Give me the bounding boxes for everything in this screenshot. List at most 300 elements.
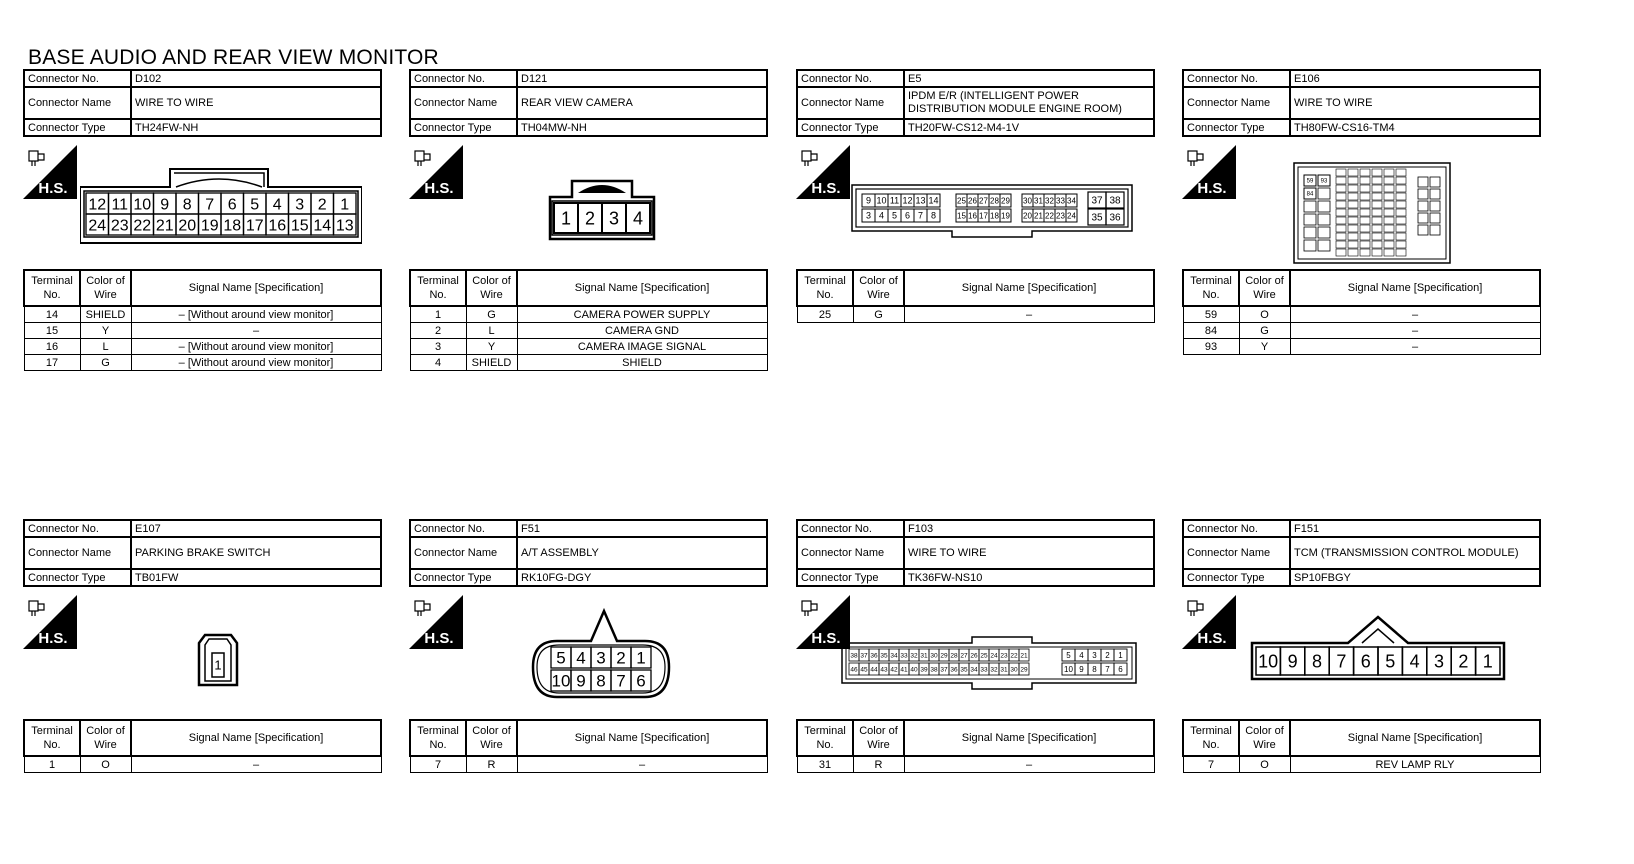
connector-diagram [531, 607, 671, 699]
signal-cell: CAMERA POWER SUPPLY [517, 306, 767, 323]
pin-cell [1360, 217, 1370, 224]
pin-number: 24 [990, 652, 998, 660]
pin-number: 2 [584, 208, 596, 229]
pin-cell [1348, 209, 1358, 216]
pin-cell [1396, 241, 1406, 248]
pin-cell [1396, 249, 1406, 256]
terminal-no-header: Terminal No. [410, 270, 466, 306]
pin-cell [1360, 233, 1370, 240]
pin-cell [1304, 214, 1316, 225]
table-row [1183, 323, 1540, 339]
pin-number: 16 [268, 217, 287, 235]
pin-number: 30 [930, 652, 938, 660]
svg-text:H.S.: H.S. [424, 180, 454, 197]
connector-header [796, 519, 1155, 587]
connector-name-label: Connector Name [24, 87, 131, 119]
pin-number: 10 [133, 196, 152, 214]
connector-header [409, 69, 768, 137]
pin-cell [1384, 233, 1394, 240]
pin-cell [1360, 249, 1370, 256]
pin-number: 1 [636, 648, 646, 668]
terminal-no-header: Terminal No. [410, 720, 466, 756]
pin-number: 10 [551, 671, 571, 691]
pin-cell [1360, 241, 1370, 248]
color-cell: G [1239, 323, 1290, 339]
pin-number: 2 [616, 648, 626, 668]
pin-number: 7 [1336, 651, 1347, 672]
pin-cell [1372, 193, 1382, 200]
pin-number: 9 [576, 671, 586, 691]
signal-cell: – [1290, 323, 1540, 339]
pin-number: 33 [980, 666, 988, 674]
color-header: Color of Wire [80, 720, 131, 756]
pin-number: 37 [1091, 195, 1103, 207]
pin-number: 27 [960, 652, 968, 660]
pin-cell [1384, 185, 1394, 192]
connector-no-label: Connector No. [410, 70, 517, 87]
pin-cell [1430, 225, 1440, 235]
pin-cell [1304, 201, 1316, 212]
signal-cell: – [904, 756, 1154, 773]
connector-panel-e107 [23, 519, 382, 774]
pin-number: 22 [1045, 211, 1054, 221]
table-row [797, 306, 1154, 323]
pin-number: 4 [576, 648, 586, 668]
pin-cell [1384, 249, 1394, 256]
pin-number: 15 [957, 211, 966, 221]
pin-number: 6 [636, 671, 646, 691]
connector-name-value: TCM (TRANSMISSION CONTROL MODULE) [1290, 537, 1540, 569]
pin-number: 93 [1320, 178, 1328, 185]
pin-number: 17 [245, 217, 264, 235]
color-header: Color of Wire [466, 270, 517, 306]
harness-side-icon [409, 145, 463, 199]
connector-type-label: Connector Type [24, 569, 131, 586]
connector-panel-e5 [796, 69, 1155, 374]
signal-cell: REV LAMP RLY [1290, 756, 1540, 773]
color-cell: L [466, 323, 517, 339]
pin-number: 7 [1105, 664, 1110, 674]
pin-number: 35 [1091, 212, 1103, 224]
signal-header: Signal Name [Specification] [517, 270, 767, 306]
pin-number: 16 [968, 211, 977, 221]
connector-no-label: Connector No. [797, 520, 904, 537]
connector-header [409, 519, 768, 587]
terminal-no-header: Terminal No. [1183, 720, 1239, 756]
pin-cell [1384, 217, 1394, 224]
signal-cell: SHIELD [517, 355, 767, 371]
connector-type-value: RK10FG-DGY [517, 569, 767, 586]
pin-number: 14 [928, 195, 939, 206]
pin-number: 21 [1034, 211, 1043, 221]
pin-cell [1336, 225, 1346, 232]
pin-cell [1430, 213, 1440, 223]
terminal-cell: 84 [1183, 323, 1239, 339]
connector-name-value: REAR VIEW CAMERA [517, 87, 767, 119]
pin-cell [1372, 169, 1382, 176]
color-header: Color of Wire [853, 720, 904, 756]
pin-cell [1360, 201, 1370, 208]
signal-cell: – [904, 306, 1154, 323]
signal-table [23, 719, 382, 773]
pin-number: 24 [88, 217, 107, 235]
terminal-cell: 16 [24, 339, 80, 355]
pin-number: 32 [990, 666, 998, 674]
pin-cell [1372, 249, 1382, 256]
pin-number: 28 [990, 196, 999, 206]
connector-name-label: Connector Name [410, 537, 517, 569]
terminal-cell: 93 [1183, 339, 1239, 355]
pin-number: 44 [870, 666, 878, 674]
color-header: Color of Wire [853, 270, 904, 306]
pin-number: 11 [111, 196, 129, 214]
pin-number: 6 [1118, 664, 1123, 674]
connector-type-label: Connector Type [797, 119, 904, 136]
pin-number: 15 [290, 217, 309, 235]
pin-number: 10 [1064, 664, 1073, 674]
pin-number: 5 [1385, 651, 1396, 672]
terminal-no-header: Terminal No. [24, 720, 80, 756]
signal-cell: – [1290, 339, 1540, 355]
terminal-cell: 17 [24, 355, 80, 371]
pin-number: 14 [313, 217, 332, 235]
signal-header: Signal Name [Specification] [904, 720, 1154, 756]
terminal-no-header: Terminal No. [797, 270, 853, 306]
connector-name-value: WIRE TO WIRE [1290, 87, 1540, 119]
pin-number: 37 [860, 652, 868, 660]
connector-name-label: Connector Name [797, 87, 904, 119]
terminal-cell: 1 [410, 306, 466, 323]
terminal-cell: 31 [797, 756, 853, 773]
harness-side-icon [1182, 595, 1236, 649]
signal-table [796, 269, 1155, 323]
color-cell: R [466, 756, 517, 773]
color-cell: Y [80, 323, 131, 339]
pin-number: 7 [917, 210, 924, 221]
pin-number: 4 [1079, 650, 1084, 660]
signal-table [796, 719, 1155, 773]
pin-number: 1 [214, 657, 222, 673]
pin-cell [1372, 217, 1382, 224]
pin-cell [1372, 185, 1382, 192]
color-cell: SHIELD [466, 355, 517, 371]
connector-name-label: Connector Name [797, 537, 904, 569]
harness-side-icon [409, 595, 463, 649]
signal-cell: – [Without around view monitor] [131, 306, 381, 323]
pin-number: 3 [1433, 651, 1445, 672]
connector-no-value: F51 [517, 520, 767, 537]
pin-number: 2 [1105, 650, 1110, 660]
terminal-cell: 7 [410, 756, 466, 773]
terminal-cell: 1 [24, 756, 80, 773]
pin-number: 19 [1001, 211, 1010, 221]
pin-number: 33 [900, 652, 908, 660]
color-cell: O [1239, 306, 1290, 323]
connector-no-label: Connector No. [1183, 520, 1290, 537]
pin-number: 4 [632, 208, 644, 229]
table-row [1183, 339, 1540, 355]
pin-number: 26 [968, 196, 977, 206]
signal-header: Signal Name [Specification] [1290, 720, 1540, 756]
pin-number: 7 [205, 196, 215, 214]
pin-number: 3 [596, 648, 606, 668]
harness-side-icon [23, 595, 77, 649]
signal-header: Signal Name [Specification] [131, 270, 381, 306]
connector-diagram [1292, 159, 1452, 269]
pin-cell [1372, 233, 1382, 240]
pin-cell [1396, 169, 1406, 176]
terminal-cell: 3 [410, 339, 466, 355]
pin-number: 3 [1092, 650, 1097, 660]
signal-table [1182, 719, 1541, 773]
color-cell: G [466, 306, 517, 323]
pin-number: 10 [1258, 651, 1279, 672]
pin-cell [1336, 193, 1346, 200]
pin-cell [1396, 177, 1406, 184]
pin-cell [1418, 213, 1428, 223]
connector-header [1182, 69, 1541, 137]
connector-no-value: E107 [131, 520, 381, 537]
pin-number: 11 [889, 195, 900, 206]
pin-number: 23 [1000, 652, 1008, 660]
connector-header [796, 69, 1155, 137]
pin-number: 24 [1067, 211, 1076, 221]
terminal-no-header: Terminal No. [797, 720, 853, 756]
svg-text:H.S.: H.S. [38, 180, 68, 197]
connector-no-value: E106 [1290, 70, 1540, 87]
signal-header: Signal Name [Specification] [1290, 270, 1540, 306]
pin-number: 23 [110, 217, 129, 235]
pin-cell [1372, 225, 1382, 232]
harness-side-icon [23, 145, 77, 199]
connector-name-label: Connector Name [1183, 537, 1290, 569]
connector-type-label: Connector Type [1183, 569, 1290, 586]
pin-number: 8 [1311, 651, 1323, 672]
table-row [24, 756, 381, 773]
pin-number: 30 [1023, 196, 1032, 206]
pin-cell [1418, 201, 1428, 211]
pin-number: 36 [1109, 212, 1121, 224]
pin-cell [1336, 185, 1346, 192]
connector-type-value: TB01FW [131, 569, 381, 586]
pin-cell [1304, 227, 1316, 238]
pin-cell [1396, 209, 1406, 216]
pin-cell [1336, 201, 1346, 208]
table-row [1183, 756, 1540, 773]
connector-panel-e106 [1182, 69, 1541, 374]
svg-text:H.S.: H.S. [38, 630, 68, 647]
connector-no-label: Connector No. [797, 70, 904, 87]
svg-text:H.S.: H.S. [424, 630, 454, 647]
signal-table [23, 269, 382, 371]
connector-no-label: Connector No. [24, 70, 131, 87]
connector-header [23, 519, 382, 587]
connector-name-label: Connector Name [410, 87, 517, 119]
pin-number: 7 [616, 671, 626, 691]
pin-number: 21 [155, 217, 174, 235]
pin-cell [1360, 225, 1370, 232]
color-cell: L [80, 339, 131, 355]
pin-number: 31 [920, 652, 928, 660]
pin-number: 8 [182, 196, 192, 214]
pin-number: 5 [891, 210, 898, 221]
pin-number: 9 [1079, 664, 1084, 674]
pin-cell [1336, 169, 1346, 176]
connector-type-label: Connector Type [1183, 119, 1290, 136]
pin-cell [1418, 189, 1428, 199]
pin-number: 3 [295, 196, 305, 214]
terminal-cell: 14 [24, 306, 80, 323]
color-cell: O [80, 756, 131, 773]
connector-diagram [197, 633, 239, 689]
color-header: Color of Wire [1239, 720, 1290, 756]
connector-name-label: Connector Name [24, 537, 131, 569]
connector-diagram [850, 177, 1134, 241]
color-cell: O [1239, 756, 1290, 773]
pin-number: 38 [1109, 195, 1121, 207]
color-cell: R [853, 756, 904, 773]
pin-cell [1384, 225, 1394, 232]
pin-cell [1396, 201, 1406, 208]
pin-number: 5 [250, 196, 260, 214]
pin-number: 22 [1010, 652, 1018, 660]
pin-number: 37 [940, 666, 948, 674]
pin-cell [1336, 249, 1346, 256]
pin-number: 34 [890, 652, 898, 660]
pin-cell [1348, 241, 1358, 248]
pin-cell [1318, 188, 1330, 199]
pin-cell [1372, 241, 1382, 248]
signal-table [409, 719, 768, 773]
pin-cell [1418, 177, 1428, 187]
pin-number: 42 [890, 666, 898, 674]
pin-cell [1384, 201, 1394, 208]
pin-cell [1384, 177, 1394, 184]
pin-number: 25 [957, 196, 966, 206]
terminal-no-header: Terminal No. [1183, 270, 1239, 306]
color-cell: SHIELD [80, 306, 131, 323]
pin-number: 22 [133, 217, 152, 235]
connector-diagram [1250, 615, 1506, 681]
pin-cell [1430, 201, 1440, 211]
color-cell: G [853, 306, 904, 323]
pin-number: 36 [870, 652, 878, 660]
signal-header: Signal Name [Specification] [904, 270, 1154, 306]
pin-number: 12 [902, 195, 913, 206]
pin-cell [1396, 185, 1406, 192]
pin-number: 20 [178, 217, 197, 235]
pin-number: 34 [1067, 196, 1076, 206]
pin-cell [1430, 189, 1440, 199]
pin-number: 34 [970, 666, 978, 674]
signal-cell: – [Without around view monitor] [131, 355, 381, 371]
pin-number: 6 [227, 196, 237, 214]
color-header: Color of Wire [1239, 270, 1290, 306]
harness-side-icon [796, 145, 850, 199]
pin-number: 6 [904, 210, 911, 221]
pin-cell [1360, 209, 1370, 216]
connector-panel-d121 [409, 69, 768, 374]
terminal-cell: 7 [1183, 756, 1239, 773]
connector-diagram [548, 179, 658, 243]
connector-name-value: IPDM E/R (INTELLIGENT POWER DISTRIBUTION MODULE ENGINE ROOM) [904, 87, 1154, 119]
connector-name-value: WIRE TO WIRE [131, 87, 381, 119]
pin-cell [1348, 233, 1358, 240]
pin-number: 21 [1020, 652, 1028, 660]
table-row [797, 756, 1154, 773]
connector-no-value: E5 [904, 70, 1154, 87]
connector-type-label: Connector Type [410, 569, 517, 586]
connector-type-value: TK36FW-NS10 [904, 569, 1154, 586]
pin-number: 1 [340, 196, 350, 214]
color-cell: G [80, 355, 131, 371]
pin-number: 4 [878, 210, 885, 221]
connector-panel-f51 [409, 519, 768, 774]
connector-type-label: Connector Type [797, 569, 904, 586]
signal-cell: – [131, 756, 381, 773]
pin-cell [1360, 193, 1370, 200]
pin-number: 19 [200, 217, 219, 235]
pin-number: 2 [317, 196, 327, 214]
pin-number: 12 [88, 196, 107, 214]
pin-cell [1318, 240, 1330, 251]
pin-number: 59 [1306, 178, 1314, 185]
signal-header: Signal Name [Specification] [131, 720, 381, 756]
connector-diagram [840, 629, 1140, 693]
connector-no-value: D102 [131, 70, 381, 87]
pin-cell [1348, 201, 1358, 208]
connector-type-value: SP10FBGY [1290, 569, 1540, 586]
connector-header [23, 69, 382, 137]
pin-number: 29 [1001, 196, 1010, 206]
connector-type-value: TH80FW-CS16-TM4 [1290, 119, 1540, 136]
pin-cell [1336, 233, 1346, 240]
svg-text:H.S.: H.S. [1197, 630, 1227, 647]
pin-number: 20 [1023, 211, 1032, 221]
pin-number: 32 [910, 652, 918, 660]
pin-number: 38 [930, 666, 938, 674]
table-row [1183, 306, 1540, 323]
color-header: Color of Wire [466, 720, 517, 756]
connector-name-value: A/T ASSEMBLY [517, 537, 767, 569]
connector-name-label: Connector Name [1183, 87, 1290, 119]
table-row [24, 355, 381, 371]
pin-cell [1396, 193, 1406, 200]
terminal-cell: 59 [1183, 306, 1239, 323]
pin-number: 45 [860, 666, 868, 674]
pin-cell [1336, 177, 1346, 184]
svg-text:H.S.: H.S. [811, 630, 841, 647]
pin-cell [1384, 193, 1394, 200]
connector-no-value: F103 [904, 520, 1154, 537]
connector-panel-f103 [796, 519, 1155, 774]
color-cell: Y [466, 339, 517, 355]
pin-cell [1418, 225, 1428, 235]
pin-cell [1430, 177, 1440, 187]
pin-number: 29 [940, 652, 948, 660]
harness-side-icon [1182, 145, 1236, 199]
pin-number: 27 [979, 196, 988, 206]
pin-number: 1 [1118, 650, 1123, 660]
pin-cell [1348, 225, 1358, 232]
table-row [410, 323, 767, 339]
pin-number: 35 [880, 652, 888, 660]
table-row [24, 339, 381, 355]
pin-number: 1 [560, 208, 572, 229]
pin-number: 10 [876, 195, 887, 206]
pin-cell [1348, 217, 1358, 224]
pin-number: 9 [160, 196, 170, 214]
